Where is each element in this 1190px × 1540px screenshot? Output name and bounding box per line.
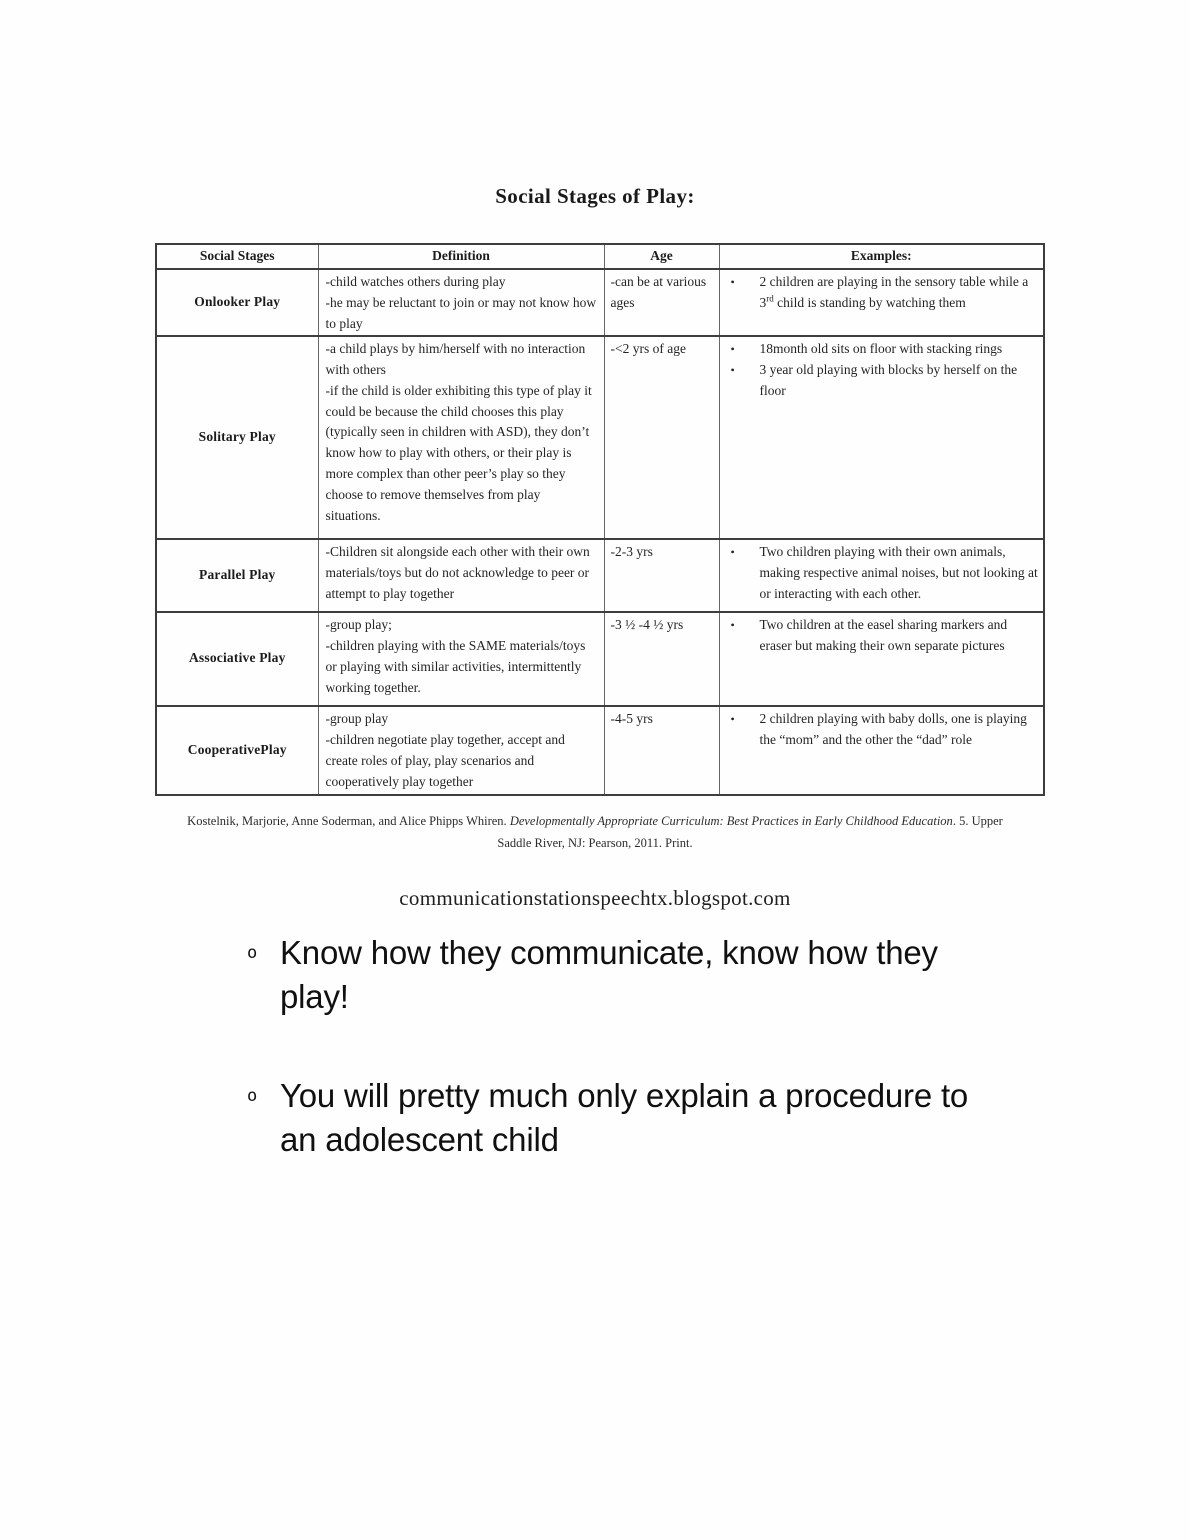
citation-line2: Saddle River, NJ: Pearson, 2011. Print. [497,835,693,850]
stage-cell: CooperativePlay [156,706,318,795]
example-text: 2 children playing with baby dolls, one is playing the “mom” and the other the “dad” role [759,710,1027,747]
definition-line: -child watches others during play [325,274,506,289]
definition-line: -group play [325,710,389,726]
age-cell: -4-5 yrs [604,706,719,795]
column-header-definition: Definition [318,244,604,269]
notes-list [247,931,1059,1217]
examples-cell [719,706,1044,795]
age-cell: -2-3 yrs [604,539,719,612]
bullet-icon: • [730,341,735,356]
source-url: communicationstationspeechtx.blogspot.com [399,886,791,910]
example-item [720,339,1041,360]
bullet-icon: • [730,362,735,377]
examples-cell [719,539,1044,612]
stage-cell: Solitary Play [156,336,318,539]
bullet-icon: • [730,711,735,726]
example-item [720,709,1041,751]
age-cell: -can be at various ages [604,269,719,336]
bullet-icon: • [730,275,735,289]
table-row-onlooker [156,269,1044,336]
note-line: You will pretty much only explain a procedure to [280,1077,969,1114]
bullet-icon: • [730,544,735,559]
column-header-examples: Examples: [719,244,1044,269]
example-item [720,360,1041,402]
definition-line: -children playing with the SAME materials/toys or playing with similar activities, intermittently working together. [325,637,586,695]
table-row-associative [156,612,1044,706]
note-line: an adolescent child [280,1121,559,1158]
example-item [720,542,1041,605]
bullet-icon: o [247,943,258,963]
examples-cell [719,336,1044,539]
definition-cell [318,336,604,539]
table-row-solitary [156,336,1044,539]
definition-cell [318,706,604,795]
column-header-social-stages: Social Stages [156,244,318,269]
definition-cell [318,269,604,336]
definition-line: -children negotiate play together, accept and create roles of play, play scenarios and cooperatively play together [325,731,565,789]
table-header-row [156,244,1044,269]
column-header-age: Age [604,244,719,269]
bullet-icon: o [247,1086,258,1106]
example-text: Two children at the easel sharing markers and eraser but making their own separate pictures [759,616,1008,653]
page-title: Social Stages of Play: [495,184,695,208]
example-text: 2 children are playing in the sensory table while a 3rd child is standing by watching them [759,274,1029,310]
examples-cell [719,612,1044,706]
table-row-parallel [156,539,1044,612]
note-line: Know how they communicate, know how they [280,934,938,971]
bullet-icon: • [730,617,735,632]
example-text: Two children playing with their own animals, making respective animal noises, but not looking at or interacting with each other. [759,543,1038,601]
list-item [247,1074,1059,1162]
citation [0,811,1190,855]
example-text: 18month old sits on floor with stacking rings [759,340,1003,356]
age-cell: -3 ½ -4 ½ yrs [604,612,719,706]
definition-line: -a child plays by him/herself with no interaction with others [325,340,586,377]
stage-cell: Associative Play [156,612,318,706]
ordinal-superscript: rd [766,293,774,304]
definition-line: -if the child is older exhibiting this type of play it could be because the child chooses this play (typically seen in children with ASD), they don’t know how to play with others, or their play is more complex than other peer’s play so they choose to remove themselves from play situations. [325,382,592,524]
citation-line1: Kostelnik, Marjorie, Anne Soderman, and Alice Phipps Whiren. Developmentally Appropriate Curriculum: Best Practices in Early Childhood Education. 5. Upper [187,814,1003,828]
definition-cell [318,612,604,706]
definition-line: -he may be reluctant to join or may not know how to play [325,294,597,331]
table-row-cooperative [156,706,1044,795]
definition-line: -group play; [325,616,392,632]
age-cell: -<2 yrs of age [604,336,719,539]
note-text [280,1074,968,1162]
definition-cell [318,539,604,612]
example-item [720,615,1041,657]
note-text [280,931,938,1019]
example-text: 3 year old playing with blocks by herself on the floor [759,361,1018,398]
stage-cell: Onlooker Play [156,269,318,336]
example-item [720,272,1041,314]
list-item [247,931,1059,1019]
social-stages-table [155,243,1045,796]
citation-book-title: Developmentally Appropriate Curriculum: Best Practices in Early Childhood Education [509,814,953,828]
stage-cell: Parallel Play [156,539,318,612]
examples-cell [719,269,1044,336]
note-line: play! [280,978,349,1015]
definition-line: -Children sit alongside each other with their own materials/toys but do not acknowledge to peer or attempt to play together [325,543,590,601]
